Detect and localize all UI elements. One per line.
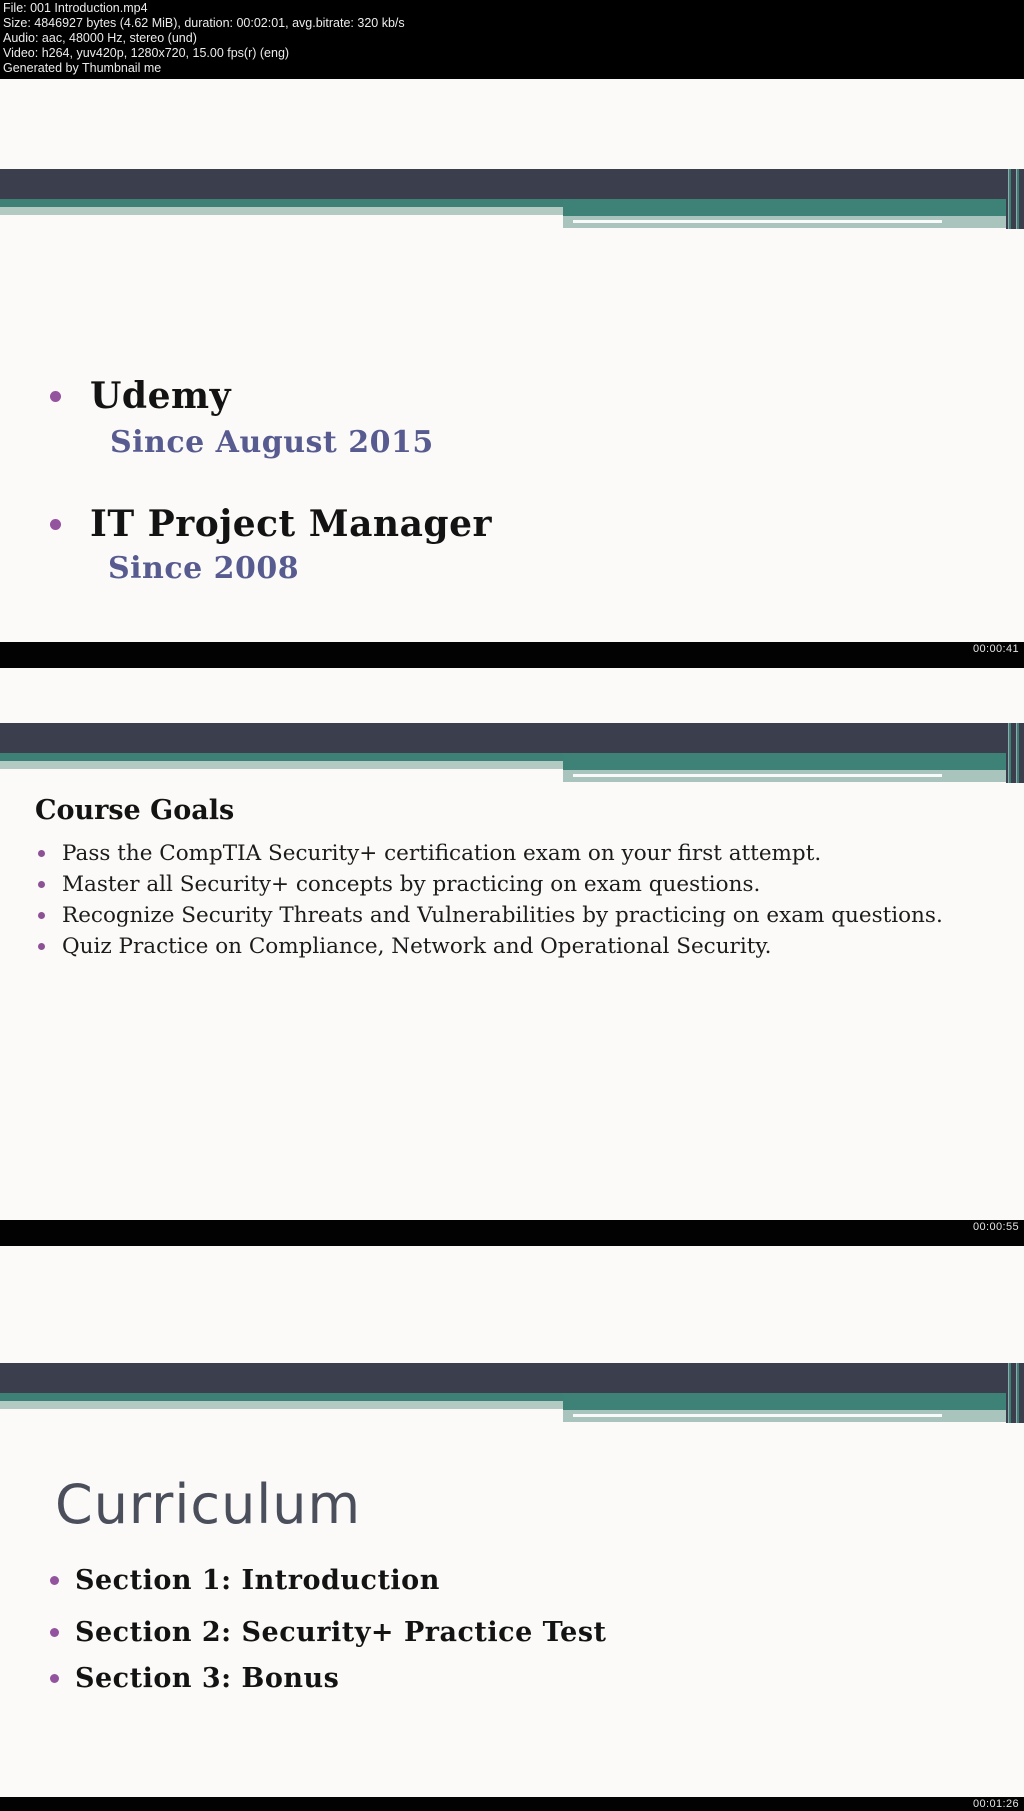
timestamp-bar	[0, 1220, 1024, 1246]
frame-timestamp: 00:00:41	[972, 643, 1019, 655]
bullet-icon	[38, 850, 45, 857]
timestamp-bar	[0, 642, 1024, 668]
timestamp-bar	[0, 1797, 1024, 1811]
list-item-subtitle: Since August 2015	[110, 425, 434, 460]
list-item-text: Section 1: Introduction	[75, 1565, 440, 1596]
banner-white-line	[573, 220, 942, 223]
bullet-icon	[50, 1628, 59, 1637]
slide-header-banner	[0, 1363, 1024, 1423]
meta-audio-line: Audio: aac, 48000 Hz, stereo (und)	[3, 31, 197, 45]
list-item-text: Section 2: Security+ Practice Test	[75, 1617, 607, 1648]
banner-teal-stripe-right	[563, 1393, 1024, 1410]
banner-edge-stripes	[1006, 723, 1024, 783]
banner-sage-stripe-left	[0, 1401, 563, 1409]
meta-video-line: Video: h264, yuv420p, 1280x720, 15.00 fps(r) (eng)	[3, 46, 290, 60]
banner-sage-stripe-left	[0, 761, 563, 769]
list-item-text: Quiz Practice on Compliance, Network and Operational Security.	[62, 934, 772, 959]
banner-white-line	[573, 774, 942, 777]
list-item	[38, 841, 821, 866]
list-item-text: Pass the CompTIA Security+ certification exam on your first attempt.	[62, 841, 822, 866]
list-item	[50, 1565, 440, 1596]
slide-header-banner	[0, 723, 1024, 783]
slide-title: Curriculum	[55, 1473, 362, 1536]
video-frame-3	[0, 1233, 1024, 1811]
bullet-icon	[50, 1674, 59, 1683]
list-item-subtitle: Since 2008	[108, 551, 300, 586]
list-item-text: Section 3: Bonus	[75, 1663, 340, 1694]
slide-title: Course Goals	[35, 795, 235, 826]
frame-timestamp: 00:01:26	[972, 1798, 1019, 1810]
bullet-icon	[50, 1576, 59, 1585]
banner-dark-bar	[0, 169, 1024, 199]
list-item-text: Master all Security+ concepts by practicing on exam questions.	[62, 872, 761, 897]
meta-size-line: Size: 4846927 bytes (4.62 MiB), duration: 00:02:01, avg.bitrate: 320 kb/s	[3, 16, 405, 30]
list-item-title: Udemy	[90, 375, 231, 417]
list-item-text: Recognize Security Threats and Vulnerabilities by practicing on exam questions.	[62, 903, 943, 928]
list-item	[50, 503, 492, 545]
banner-sage-stripe-left	[0, 207, 563, 215]
slide-header-banner	[0, 169, 1024, 229]
bullet-icon	[38, 912, 45, 919]
video-metadata	[0, 0, 1024, 79]
banner-teal-stripe-right	[563, 199, 1024, 216]
bullet-icon	[38, 943, 45, 950]
banner-white-line	[573, 1414, 942, 1417]
frame-timestamp: 00:00:55	[972, 1221, 1019, 1233]
list-item	[50, 375, 231, 417]
banner-dark-bar	[0, 723, 1024, 753]
list-item	[50, 1617, 607, 1648]
video-frame-2	[0, 655, 1024, 1233]
list-item	[38, 934, 771, 959]
list-item-title: IT Project Manager	[90, 503, 492, 545]
banner-dark-bar	[0, 1363, 1024, 1393]
meta-file-line: File: 001 Introduction.mp4	[3, 1, 148, 15]
bullet-icon	[50, 391, 61, 402]
banner-edge-stripes	[1006, 1363, 1024, 1423]
list-item	[38, 903, 943, 928]
banner-edge-stripes	[1006, 169, 1024, 229]
list-item	[50, 1663, 339, 1694]
bullet-icon	[38, 881, 45, 888]
list-item	[38, 872, 760, 897]
bullet-icon	[50, 519, 61, 530]
banner-teal-stripe-right	[563, 753, 1024, 770]
meta-generator-line: Generated by Thumbnail me	[3, 61, 162, 75]
video-frame-1	[0, 79, 1024, 655]
